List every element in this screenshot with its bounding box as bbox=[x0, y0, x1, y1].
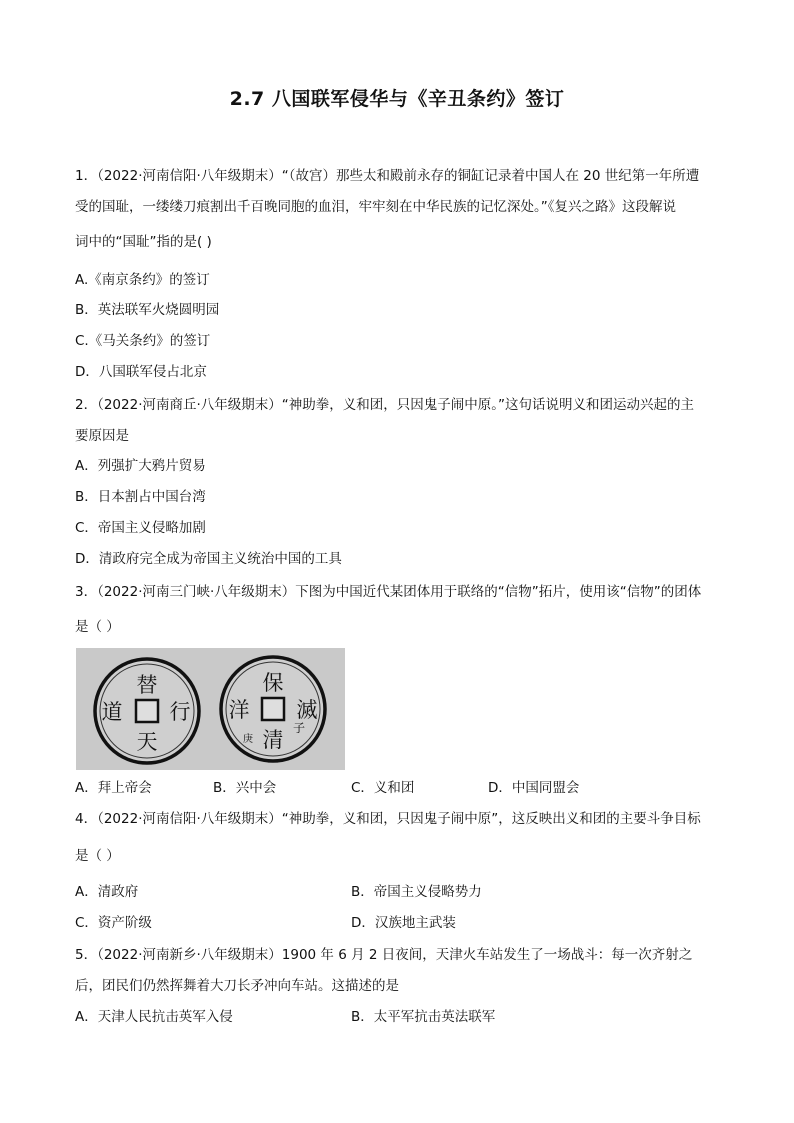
q2-option-b: B．日本割占中国台湾 bbox=[75, 489, 206, 505]
q1-option-c: C.《马关条约》的签订 bbox=[75, 333, 211, 349]
coin-rubbing-left bbox=[95, 659, 199, 763]
q1-option-b: B．英法联军火烧圆明园 bbox=[75, 302, 220, 318]
q3-stem-line-1: 3．（2022·河南三门峡·八年级期末）下图为中国近代某团体用于联络的“信物”拓片，使用该“信物”的团体 bbox=[75, 584, 702, 600]
q4-option-d: D．汉族地主武装 bbox=[351, 915, 456, 931]
q1-stem-line-2: 受的国耻，一缕缕刀痕割出千百晚同胞的血泪，牢牢刻在中华民族的记忆深处。”《复兴之路》这段解说 bbox=[75, 199, 676, 215]
page-title: 2.7 八国联军侵华与《辛丑条约》签订 bbox=[229, 88, 565, 110]
q1-stem-line-1: 1．（2022·河南信阳·八年级期末）“（故宫）那些太和殿前永存的铜缸记录着中国人在 20 世纪第一年所遭 bbox=[75, 168, 700, 184]
q1-option-a: A.《南京条约》的签订 bbox=[75, 272, 210, 288]
coin2-char-right: 滅 bbox=[296, 698, 318, 722]
q2-option-d: D．清政府完全成为帝国主义统治中国的工具 bbox=[75, 551, 342, 567]
coin2-char-bottom-left: 庚 bbox=[243, 734, 253, 745]
coin1-char-left: 道 bbox=[101, 700, 123, 724]
q3-option-b: B．兴中会 bbox=[213, 780, 277, 796]
coin-rubbing-right bbox=[221, 657, 325, 761]
q2-option-c: C．帝国主义侵略加剧 bbox=[75, 520, 206, 536]
coin2-char-left: 洋 bbox=[228, 698, 250, 722]
token-rubbing-image bbox=[76, 648, 345, 770]
q1-option-d: D．八国联军侵占北京 bbox=[75, 364, 207, 380]
q3-option-c: C．义和团 bbox=[351, 780, 415, 796]
q4-option-c: C．资产阶级 bbox=[75, 915, 152, 931]
coin2-char-bottom-right: 子 bbox=[292, 721, 306, 735]
q4-stem-line-2: 是（ ） bbox=[75, 848, 120, 864]
coin2-char-top: 保 bbox=[262, 671, 284, 695]
q3-option-d: D．中国同盟会 bbox=[488, 780, 580, 796]
coin1-char-right: 行 bbox=[169, 700, 191, 724]
q1-stem-line-3: 词中的“国耻”指的是( ) bbox=[75, 234, 212, 250]
q5-stem-line-2: 后，团民们仍然挥舞着大刀长矛冲向车站。这描述的是 bbox=[75, 978, 399, 994]
q2-option-a: A．列强扩大鸦片贸易 bbox=[75, 458, 206, 474]
q5-stem-line-1: 5．（2022·河南新乡·八年级期末）1900 年 6 月 2 日夜间，天津火车站发生了一场战斗：每一次齐射之 bbox=[75, 947, 693, 963]
q2-stem-line-1: 2．（2022·河南商丘·八年级期末）“神助拳，义和团，只因鬼子闹中原。”这句话说明义和团运动兴起的主 bbox=[75, 397, 695, 413]
q4-option-b: B．帝国主义侵略势力 bbox=[351, 884, 482, 900]
coin1-char-bottom: 天 bbox=[136, 730, 158, 754]
coin2-char-bottom: 清 bbox=[262, 728, 284, 752]
q2-stem-line-2: 要原因是 bbox=[75, 428, 129, 444]
coin1-char-top: 替 bbox=[136, 673, 158, 697]
q5-option-a: A．天津人民抗击英军入侵 bbox=[75, 1009, 233, 1025]
q3-option-a: A．拜上帝会 bbox=[75, 780, 152, 796]
q4-stem-line-1: 4．（2022·河南信阳·八年级期末）“神助拳，义和团，只因鬼子闹中原”，这反映出义和团的主要斗争目标 bbox=[75, 811, 701, 827]
q4-option-a: A．清政府 bbox=[75, 884, 139, 900]
q5-option-b: B．太平军抗击英法联军 bbox=[351, 1009, 496, 1025]
q3-stem-line-2: 是（ ） bbox=[75, 619, 120, 635]
